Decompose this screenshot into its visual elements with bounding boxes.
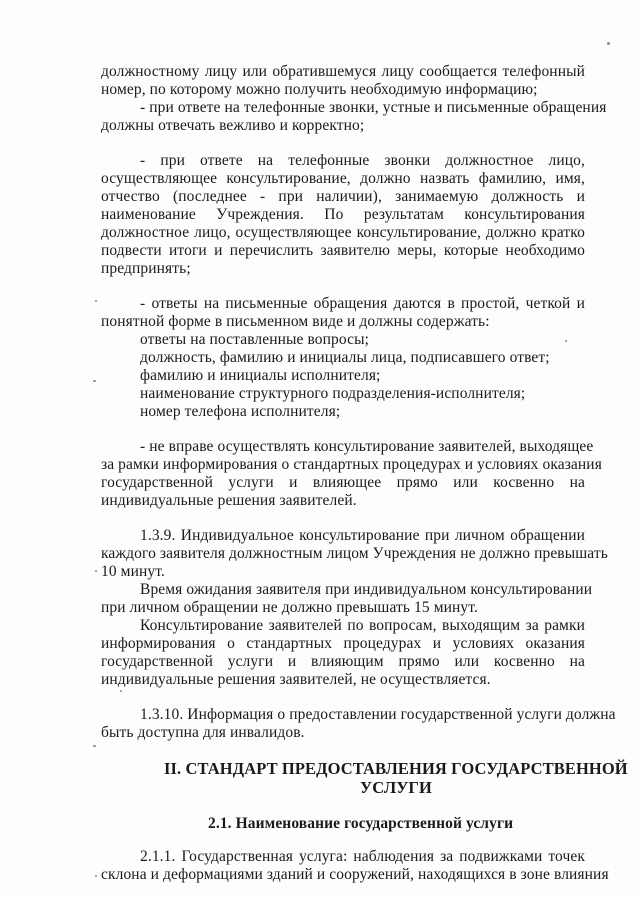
section-heading: II. СТАНДАРТ ПРЕДОСТАВЛЕНИЯ ГОСУДАРСТВЕННОЙ bbox=[164, 759, 628, 778]
text-line: склона и деформациями зданий и сооружений, находящихся в зоне влияния bbox=[101, 866, 609, 883]
text-line: Время ожидания заявителя при индивидуальном консультировании bbox=[140, 581, 593, 598]
scan-speck bbox=[93, 380, 96, 382]
scan-speck bbox=[95, 300, 97, 302]
text-line: 1.3.10. Информация о предоставлении государственной услуги должна bbox=[140, 706, 616, 723]
text-line: - при ответе на телефонные звонки, устные и письменные обращения bbox=[140, 99, 607, 116]
text-line: информирования о стандартных процедурах и условиях оказания bbox=[101, 635, 585, 652]
text-line: 10 минут. bbox=[101, 563, 165, 580]
text-line: ответы на поставленные вопросы; bbox=[140, 331, 370, 348]
text-line: предпринять; bbox=[101, 260, 191, 277]
text-line: должностному лицу или обратившемуся лицу сообщается телефонный bbox=[101, 63, 585, 80]
text-line: осуществляющее консультирование, должно назвать фамилию, имя, bbox=[101, 170, 585, 187]
section-heading-continuation: УСЛУГИ bbox=[360, 778, 432, 797]
scan-speck bbox=[565, 340, 567, 342]
text-line: каждого заявителя должностным лицом Учреждения не должно превышать bbox=[101, 545, 608, 562]
subsection-heading: 2.1. Наименование государственной услуги bbox=[208, 815, 514, 832]
scan-speck bbox=[120, 690, 122, 692]
text-line: - не вправе осуществлять консультирование заявителей, выходящее bbox=[140, 438, 594, 455]
text-line: отчество (последнее - при наличии), занимаемую должность и bbox=[101, 188, 585, 205]
text-line: индивидуальные решения заявителей. bbox=[101, 492, 357, 509]
text-line: должность, фамилию и инициалы лица, подписавшего ответ; bbox=[140, 349, 550, 366]
text-line: наименование Учреждения. По результатам консультирования bbox=[101, 206, 585, 223]
scan-speck bbox=[95, 570, 97, 572]
text-line: 2.1.1. Государственная услуга: наблюдения за подвижками точек bbox=[140, 848, 585, 865]
text-line: понятной форме в письменном виде и должны содержать: bbox=[101, 313, 490, 330]
text-line: - ответы на письменные обращения даются в простой, четкой и bbox=[140, 295, 585, 312]
text-line: при личном обращении не должно превышать 15 минут. bbox=[101, 599, 478, 616]
text-line: фамилию и инициалы исполнителя; bbox=[140, 367, 381, 384]
text-line: быть доступна для инвалидов. bbox=[101, 724, 305, 741]
text-line: наименование структурного подразделения-исполнителя; bbox=[140, 385, 526, 402]
text-line: индивидуальные решения заявителей, не осуществляется. bbox=[101, 671, 491, 688]
text-line: должностное лицо, осуществляющее консультирование, должно кратко bbox=[101, 224, 585, 241]
text-line: государственной услуги и влияющим прямо или косвенно на bbox=[101, 653, 585, 670]
text-line: номер телефона исполнителя; bbox=[140, 403, 341, 420]
scan-speck bbox=[95, 875, 97, 877]
text-line: государственной услуги и влияющее прямо или косвенно на bbox=[101, 474, 585, 491]
text-line: подвести итоги и перечислить заявителю меры, которые необходимо bbox=[101, 242, 585, 259]
text-line: должны отвечать вежливо и корректно; bbox=[101, 117, 365, 134]
text-line: 1.3.9. Индивидуальное консультирование при личном обращении bbox=[140, 527, 585, 544]
text-line: Консультирование заявителей по вопросам, выходящим за рамки bbox=[140, 617, 585, 634]
scan-speck bbox=[607, 42, 610, 45]
text-line: - при ответе на телефонные звонки должностное лицо, bbox=[140, 152, 585, 169]
scan-speck bbox=[93, 745, 96, 747]
text-line: за рамки информирования о стандартных процедурах и условиях оказания bbox=[101, 456, 602, 473]
text-line: номер, по которому можно получить необходимую информацию; bbox=[101, 81, 538, 98]
